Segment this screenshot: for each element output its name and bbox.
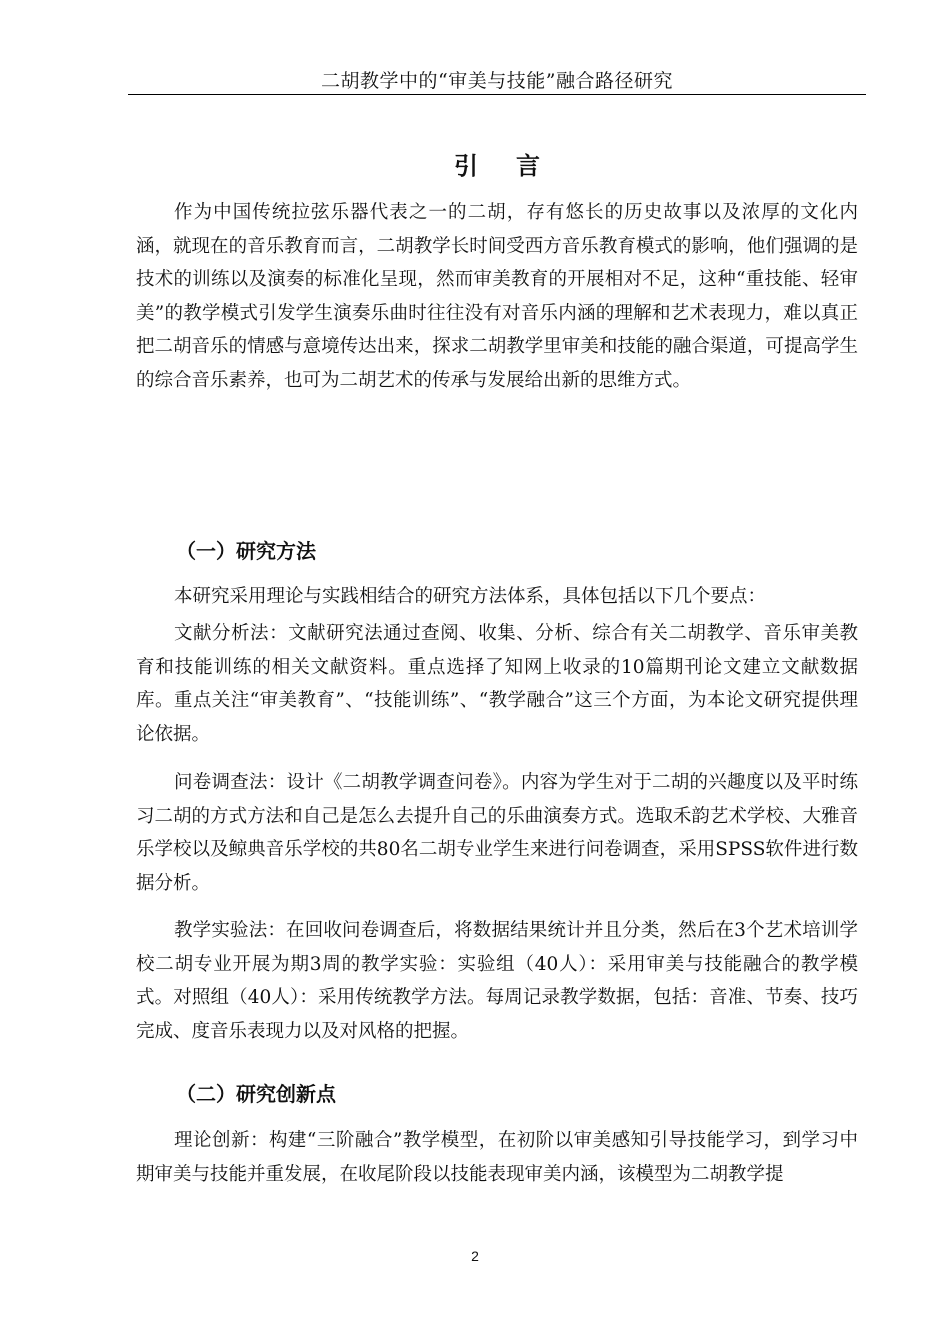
page-number: 2: [471, 1248, 479, 1264]
survey-method-paragraph: 问卷调查法：设计《二胡教学调查问卷》。内容为学生对于二胡的兴趣度以及平时练习二胡的方式方法和自己是怎么去提升自己的乐曲演奏方式。选取禾韵艺术学校、大雅音乐学校以及鲸典音乐学校的共80名二胡专业学生来进行问卷调查，采用SPSS软件进行数据分析。: [136, 772, 858, 894]
running-header-title: 二胡教学中的“审美与技能”融合路径研究: [321, 70, 673, 92]
methods-heading: （一）研究方法: [176, 539, 316, 563]
innovation-heading: （二）研究创新点: [176, 1082, 336, 1106]
header-rule: [128, 94, 866, 95]
experiment-method-paragraph: 教学实验法：在回收问卷调查后，将数据结果统计并且分类，然后在3个艺术培训学校二胡专业开展为期3周的教学实验：实验组（40人）：采用审美与技能融合的教学模式。对照组（40人）：采用传统教学方法。每周记录教学数据，包括：音准、节奏、技巧完成、度音乐表现力以及对风格的把握。: [136, 920, 858, 1042]
methods-intro-paragraph: 本研究采用理论与实践相结合的研究方法体系，具体包括以下几个要点：: [174, 586, 767, 607]
section-title: 引言: [454, 152, 578, 180]
literature-method-paragraph: 文献分析法：文献研究法通过查阅、收集、分析、综合有关二胡教学、音乐审美教育和技能训练的相关文献资料。重点选择了知网上收录的10篇期刊论文建立文献数据库。重点关注“审美教育”、“技能训练”、“教学融合”这三个方面，为本论文研究提供理论依据。: [136, 623, 858, 745]
theory-innovation-paragraph: 理论创新：构建“三阶融合”教学模型，在初阶以审美感知引导技能学习，到学习中期审美与技能并重发展，在收尾阶段以技能表现审美内涵，该模型为二胡教学提: [136, 1130, 858, 1185]
intro-paragraph: 作为中国传统拉弦乐器代表之一的二胡，存有悠长的历史故事以及浓厚的文化内涵，就现在的音乐教育而言，二胡教学长时间受西方音乐教育模式的影响，他们强调的是技术的训练以及演奏的标准化呈现，然而审美教育的开展相对不足，这种“重技能、轻审美”的教学模式引发学生演奏乐曲时往往没有对音乐内涵的理解和艺术表现力，难以真正把二胡音乐的情感与意境传达出来，探求二胡教学里审美和技能的融合渠道，可提高学生的综合音乐素养，也可为二胡艺术的传承与发展给出新的思维方式。: [136, 202, 858, 391]
